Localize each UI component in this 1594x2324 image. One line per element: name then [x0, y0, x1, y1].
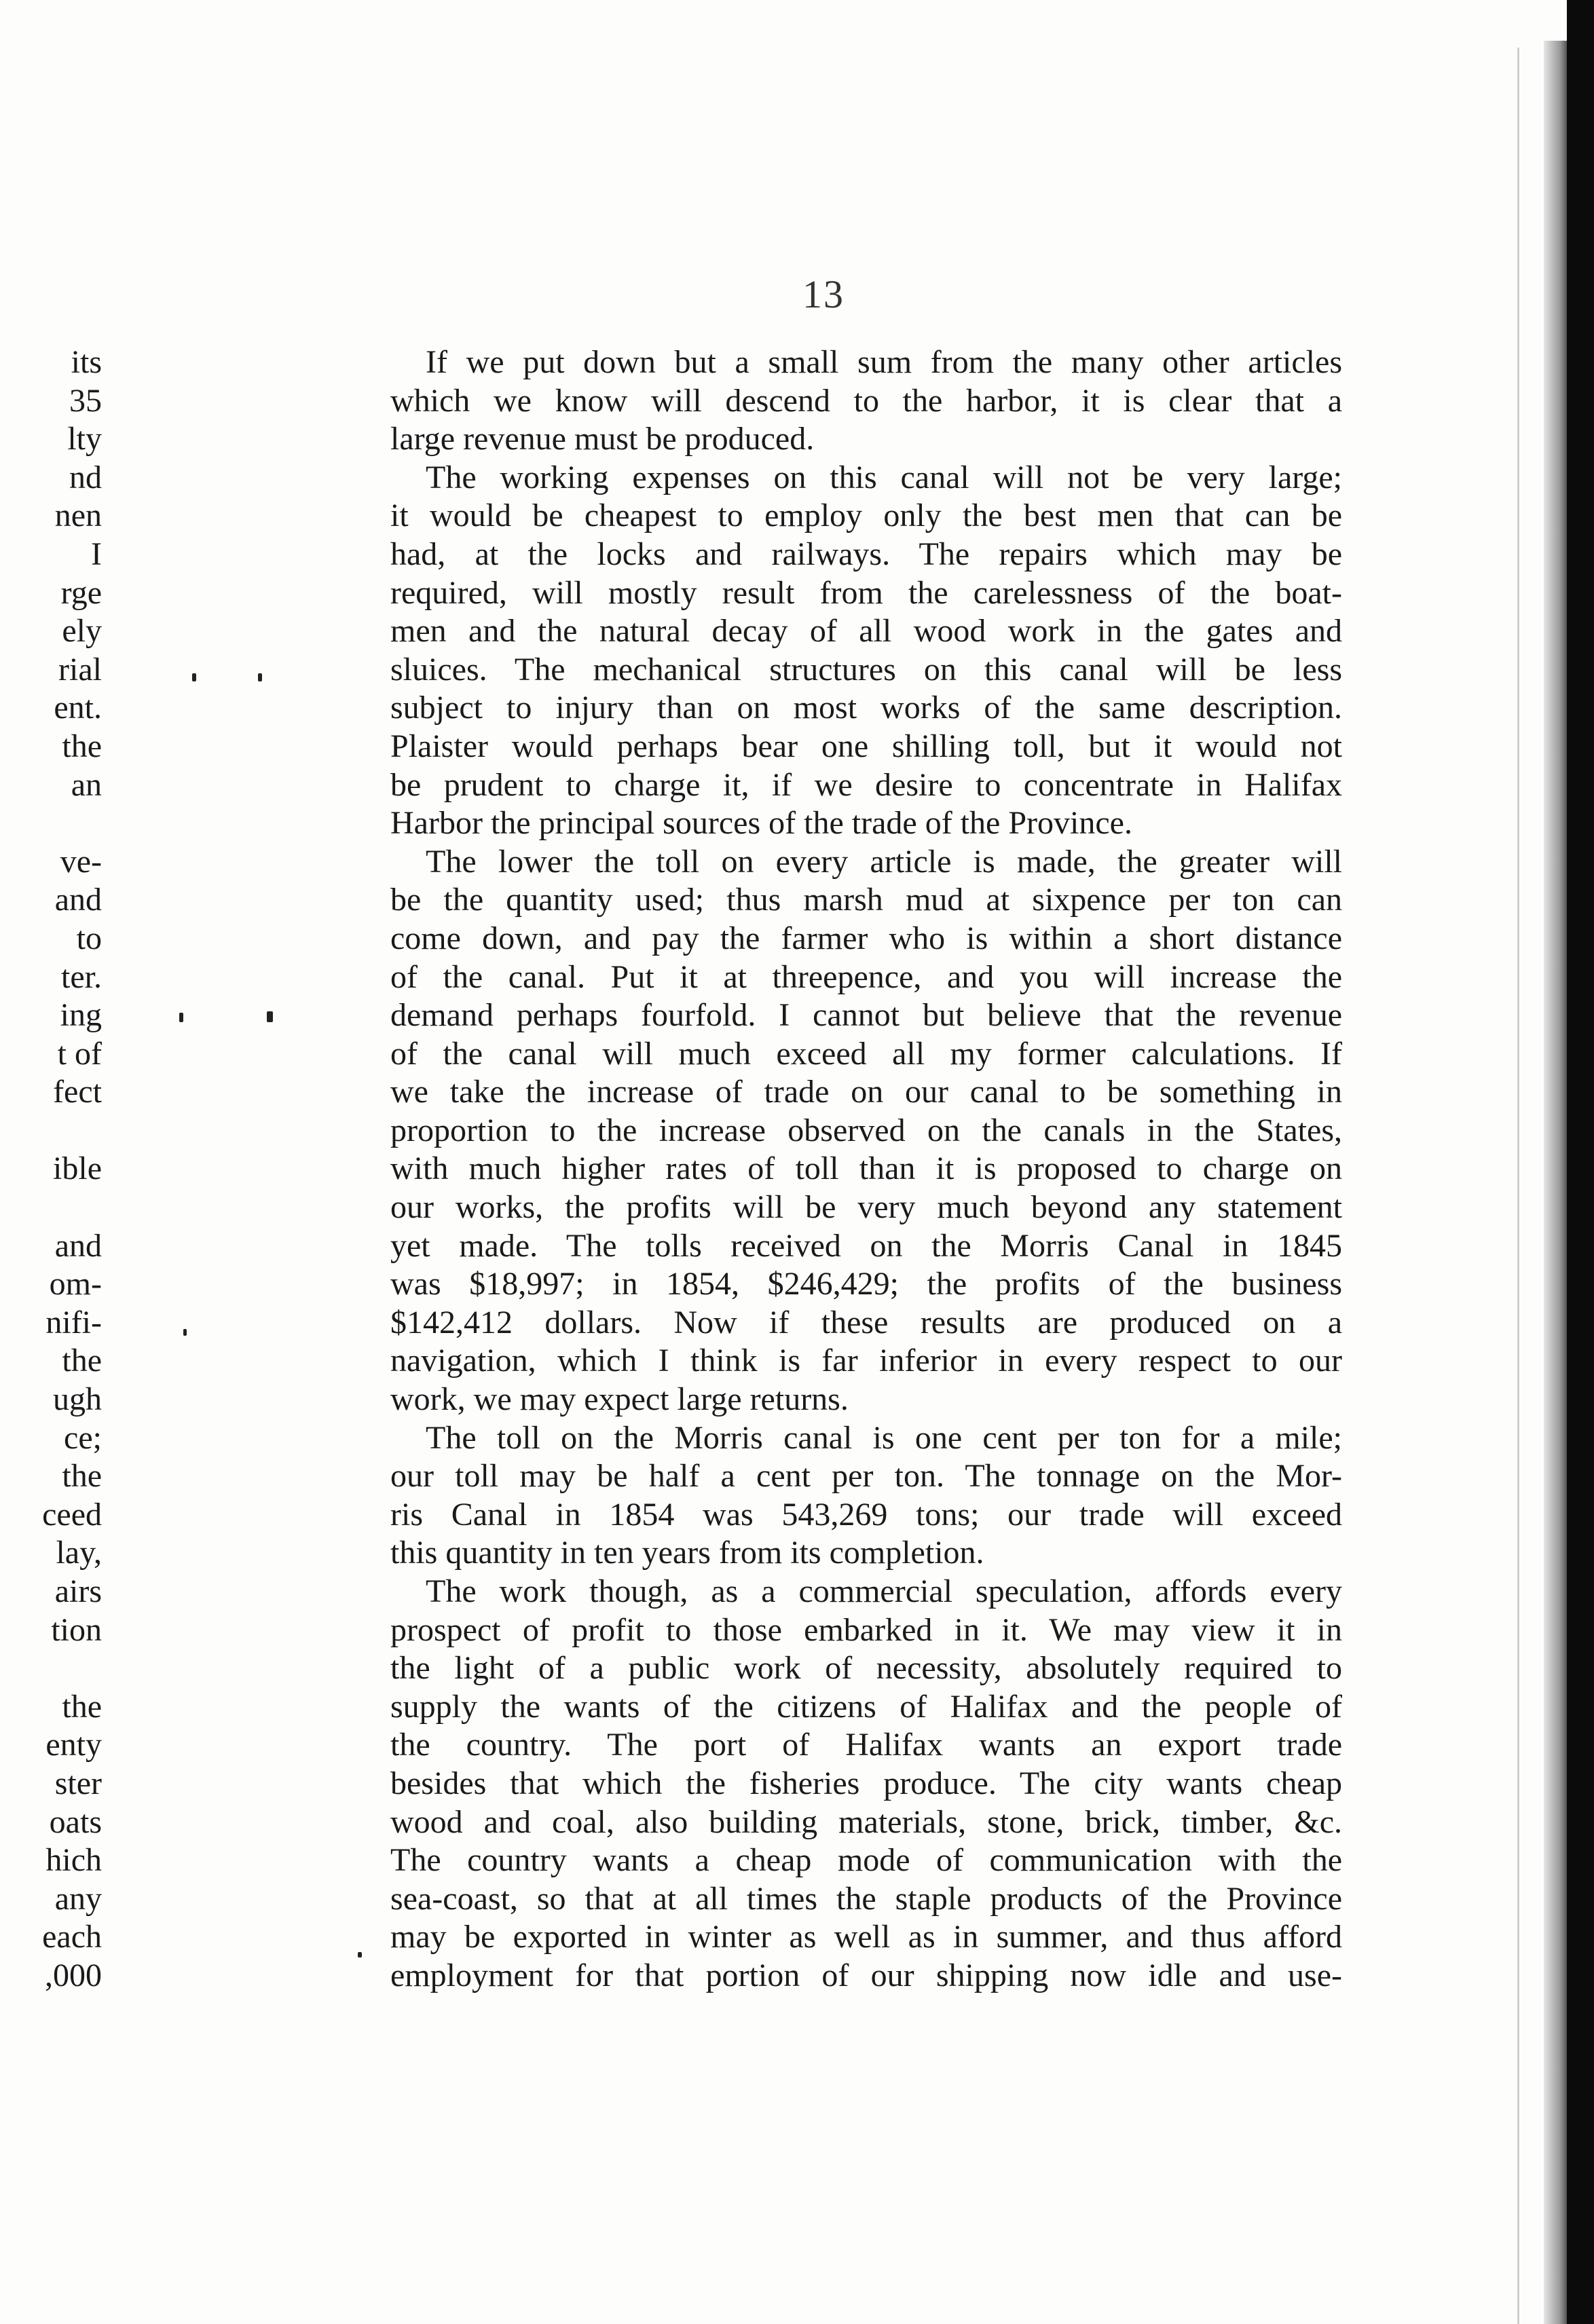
- text-line: had, at the locks and railways. The repairs which may be: [390, 536, 1342, 572]
- text-line: it would be cheapest to employ only the best men that can be: [390, 498, 1342, 534]
- text-line: the country. The port of Halifax wants an export trade: [390, 1727, 1342, 1763]
- facing-page-fragment: ster: [54, 1765, 102, 1801]
- text-line: was $18,997; in 1854, $246,429; the profits of the business: [390, 1266, 1342, 1302]
- text-line: wood and coal, also building materials, stone, brick, timber, &c.: [390, 1803, 1342, 1840]
- facing-page-fragment: oats: [49, 1803, 102, 1840]
- text-line: supply the wants of the citizens of Halifax and the people of: [390, 1688, 1342, 1725]
- paragraph: [390, 343, 1342, 459]
- facing-page-fragment: nifi-: [45, 1304, 102, 1341]
- facing-page-fragment: ceed: [42, 1496, 102, 1533]
- page-number: 13: [802, 272, 845, 316]
- binding-edge: [1567, 0, 1594, 2324]
- scan-speck: [267, 1011, 273, 1022]
- facing-page-fragment: fect: [53, 1074, 102, 1110]
- facing-page-fragment: ,000: [45, 1957, 102, 1993]
- scan-speck: [183, 1329, 187, 1336]
- text-line: our works, the profits will be very much beyond any statement: [390, 1189, 1342, 1226]
- text-line: If we put down but a small sum from the many other articles: [426, 344, 1342, 380]
- facing-page-fragment: rial: [58, 651, 102, 688]
- text-line: our toll may be half a cent per ton. The tonnage on the Mor-: [390, 1458, 1342, 1495]
- text-line: The country wants a cheap mode of communication with the: [390, 1842, 1342, 1879]
- facing-page-fragment: lty: [67, 421, 102, 457]
- text-line: ris Canal in 1854 was 543,269 tons; our trade will exceed: [390, 1496, 1342, 1533]
- facing-page-fragment: an: [71, 766, 102, 803]
- facing-page-fragment: any: [54, 1880, 102, 1917]
- binding-shadow: [1544, 41, 1567, 2324]
- text-line: Harbor the principal sources of the trade of the Province.: [390, 805, 1132, 842]
- text-line: demand perhaps fourfold. I cannot but believe that the revenue: [390, 997, 1342, 1034]
- text-line: yet made. The tolls received on the Morris Canal in 1845: [390, 1227, 1342, 1264]
- paragraph: [390, 459, 1342, 843]
- text-line: may be exported in winter as well as in summer, and thus afford: [390, 1919, 1342, 1955]
- paragraph: [390, 1419, 1342, 1573]
- page-body: [390, 343, 1342, 1995]
- facing-page-fragment: the: [62, 1458, 102, 1495]
- text-line: come down, and pay the farmer who is within a short distance: [390, 920, 1342, 956]
- facing-page-fragment: and: [54, 1227, 102, 1264]
- text-line: besides that which the fisheries produce. The city wants cheap: [390, 1765, 1342, 1801]
- text-line: employment for that portion of our shipping now idle and use-: [390, 1957, 1342, 1993]
- facing-page-fragment: ible: [53, 1150, 102, 1187]
- scan-speck: [179, 1013, 183, 1022]
- facing-page-fragment: 35: [69, 382, 102, 419]
- facing-page-fragment: ce;: [64, 1419, 102, 1456]
- facing-page-fragment: ely: [62, 613, 102, 650]
- text-line: this quantity in ten years from its completion.: [390, 1535, 984, 1571]
- text-line: The working expenses on this canal will not be very large;: [426, 459, 1342, 495]
- facing-page-fragment: [0, 804, 102, 843]
- text-line: Plaister would perhaps bear one shilling toll, but it would not: [390, 728, 1342, 764]
- facing-page-fragment: ent.: [54, 690, 102, 726]
- scan-speck: [358, 1952, 362, 1957]
- facing-page-fragment: rge: [60, 574, 102, 611]
- facing-page-fragment: the: [62, 728, 102, 764]
- facing-page-fragment: airs: [54, 1573, 102, 1609]
- facing-page-fragment: enty: [45, 1727, 102, 1763]
- text-line: $142,412 dollars. Now if these results are produced on a: [390, 1304, 1342, 1341]
- text-line: The toll on the Morris canal is one cent per ton for a mile;: [426, 1419, 1342, 1456]
- facing-page-fragments: [0, 343, 102, 1995]
- facing-page-fragment: lay,: [56, 1535, 102, 1571]
- paragraph: [390, 1573, 1342, 1995]
- text-line: be prudent to charge it, if we desire to concentrate in Halifax: [390, 766, 1342, 803]
- facing-page-fragment: [0, 1649, 102, 1688]
- facing-page-fragment: to: [76, 920, 102, 956]
- text-line: required, will mostly result from the carelessness of the boat-: [390, 574, 1342, 611]
- facing-page-fragment: [0, 1112, 102, 1150]
- facing-page-fragment: nd: [69, 459, 102, 495]
- facing-page-fragment: om-: [49, 1266, 102, 1302]
- text-line: sluices. The mechanical structures on this canal will be less: [390, 651, 1342, 688]
- facing-page-fragment: its: [71, 344, 102, 380]
- text-line: The lower the toll on every article is made, the greater will: [426, 843, 1342, 880]
- scan-speck: [258, 673, 262, 681]
- facing-page-fragment: ter.: [61, 958, 102, 995]
- text-line: of the canal will much exceed all my former calculations. If: [390, 1035, 1342, 1072]
- facing-page-fragment: tion: [51, 1611, 102, 1648]
- text-line: men and the natural decay of all wood work in the gates and: [390, 613, 1342, 650]
- text-line: proportion to the increase observed on the canals in the States,: [390, 1112, 1342, 1148]
- text-line: subject to injury than on most works of the same description.: [390, 690, 1342, 726]
- facing-page-fragment: the: [62, 1343, 102, 1379]
- text-line: be the quantity used; thus marsh mud at sixpence per ton can: [390, 882, 1342, 918]
- facing-page-fragment: ing: [60, 997, 102, 1034]
- text-line: work, we may expect large returns.: [390, 1381, 849, 1418]
- facing-page-fragment: t of: [57, 1035, 102, 1072]
- text-line: the light of a public work of necessity, absolutely required to: [390, 1650, 1342, 1687]
- paragraph: [390, 843, 1342, 1419]
- page-crease: [1517, 48, 1519, 2324]
- scan-speck: [192, 673, 196, 681]
- text-line: which we know will descend to the harbor, it is clear that a: [390, 382, 1342, 419]
- facing-page-fragment: [0, 1188, 102, 1227]
- facing-page-fragment: and: [54, 882, 102, 918]
- facing-page-fragment: ve-: [60, 843, 102, 880]
- text-line: of the canal. Put it at threepence, and you will increase the: [390, 958, 1342, 995]
- facing-page-fragment: nen: [54, 498, 102, 534]
- text-line: we take the increase of trade on our canal to be something in: [390, 1074, 1342, 1110]
- facing-page-fragment: ugh: [53, 1381, 102, 1418]
- facing-page-fragment: each: [42, 1919, 102, 1955]
- text-line: sea-coast, so that at all times the staple products of the Province: [390, 1880, 1342, 1917]
- facing-page-fragment: hich: [45, 1842, 102, 1879]
- text-line: navigation, which I think is far inferior in every respect to our: [390, 1343, 1342, 1379]
- text-line: large revenue must be produced.: [390, 421, 815, 457]
- facing-page-fragment: the: [62, 1688, 102, 1725]
- facing-page-fragment: I: [91, 536, 102, 572]
- text-line: The work though, as a commercial speculation, affords every: [426, 1573, 1342, 1609]
- text-line: prospect of profit to those embarked in it. We may view it in: [390, 1611, 1342, 1648]
- text-line: with much higher rates of toll than it is proposed to charge on: [390, 1150, 1342, 1187]
